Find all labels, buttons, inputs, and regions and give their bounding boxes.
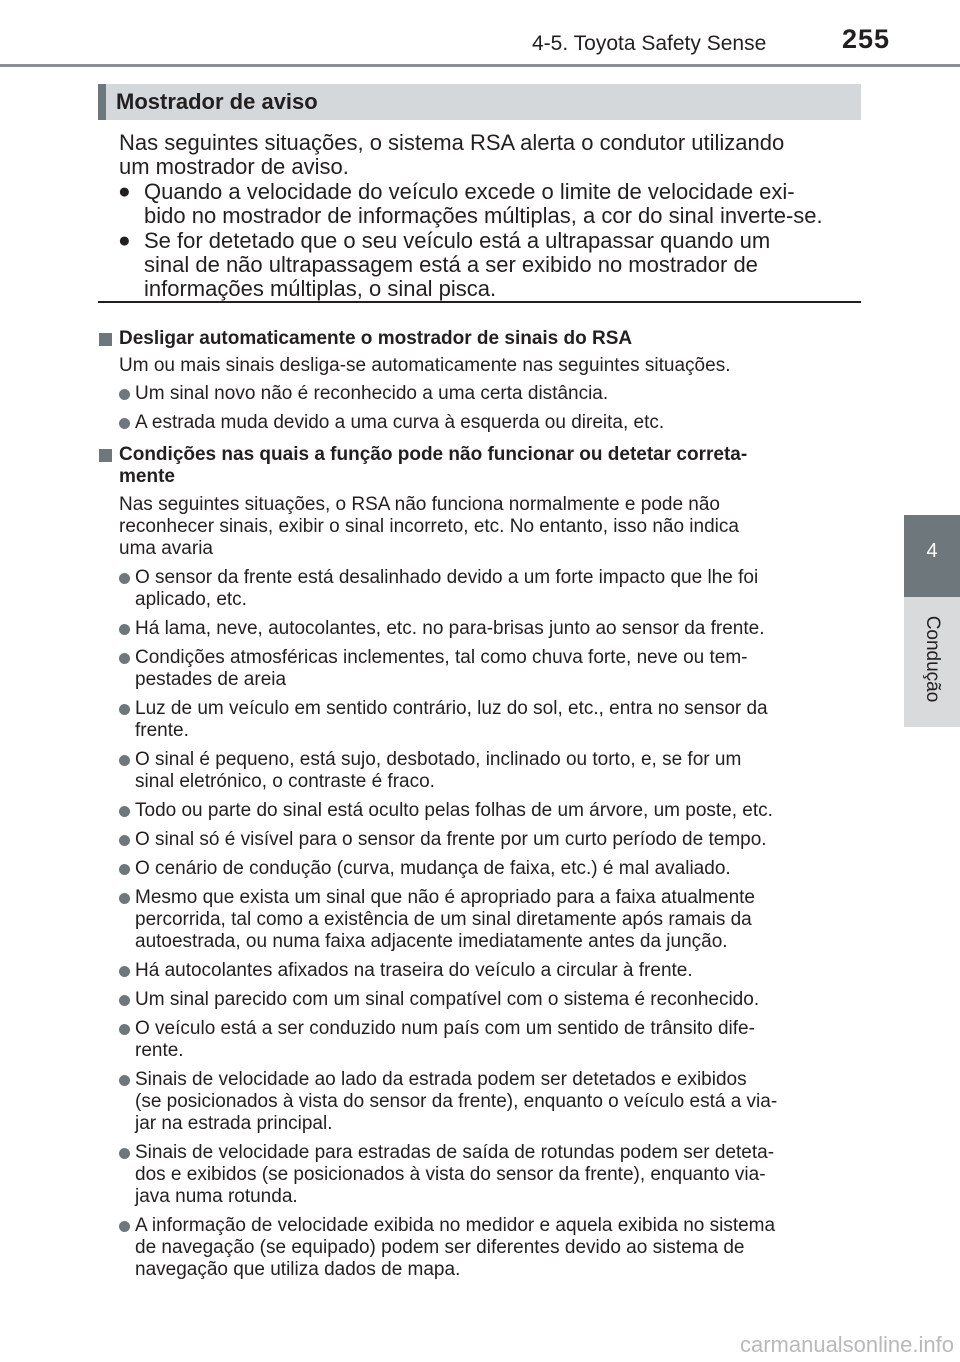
list-item-line: Mesmo que exista um sinal que não é apropriado para a faixa atualmente — [135, 887, 755, 908]
section-heading: Desligar automaticamente o mostrador de sinais do RSA — [119, 328, 633, 349]
bullet-dot-icon — [119, 966, 130, 977]
list-item-line: autoestrada, ou numa faixa adjacente imediatamente antes da junção. — [135, 931, 728, 952]
bullet-dot-icon — [119, 1148, 130, 1159]
bullet-icon: ● — [118, 229, 131, 252]
bullet-dot-icon — [119, 1075, 130, 1086]
list-item: Um sinal novo não é reconhecido a uma certa distância. — [135, 383, 609, 404]
bullet-dot-icon — [119, 995, 130, 1006]
bullet-dot-icon — [119, 835, 130, 846]
list-item-line: Há lama, neve, autocolantes, etc. no para-brisas junto ao sensor da frente. — [135, 618, 765, 639]
list-item-line: Luz de um veículo em sentido contrário, luz do sol, etc., entra no sensor da — [135, 698, 768, 719]
list-item-line: Todo ou parte do sinal está oculto pelas folhas de um árvore, um poste, etc. — [135, 800, 773, 821]
section-heading-line: Condições nas quais a função pode não funcionar ou detetar correta- — [119, 444, 748, 465]
chapter-number: 4 — [926, 540, 938, 562]
list-item-line: (se posicionados à vista do sensor da frente), enquanto o veículo está a via- — [135, 1091, 778, 1112]
list-item-line: O veículo está a ser conduzido num país com um sentido de trânsito dife- — [135, 1018, 755, 1039]
bullet-dot-icon — [119, 573, 130, 584]
warning-bullet-line: informações múltiplas, o sinal pisca. — [144, 276, 497, 301]
section-intro-line: uma avaria — [119, 538, 213, 559]
list-item-line: Sinais de velocidade ao lado da estrada podem ser detetados e exibidos — [135, 1069, 747, 1090]
bullet-dot-icon — [119, 624, 130, 635]
warning-intro-line: um mostrador de aviso. — [119, 154, 349, 179]
list-item-line: dos e exibidos (se posicionados à vista do sensor da frente), enquanto via- — [135, 1164, 766, 1185]
list-item-line: O sinal só é visível para o sensor da frente por um curto período de tempo. — [135, 829, 767, 850]
list-item-line: sinal eletrónico, o contraste é fraco. — [135, 771, 435, 792]
list-item-line: aplicado, etc. — [135, 589, 247, 610]
section-title: 4-5. Toyota Safety Sense — [532, 32, 767, 55]
header-divider — [0, 64, 960, 67]
bullet-dot-icon — [119, 653, 130, 664]
page-header — [0, 0, 960, 66]
list-item-line: java numa rotunda. — [135, 1186, 298, 1207]
section-intro-line: Nas seguintes situações, o RSA não funciona normalmente e pode não — [119, 494, 720, 515]
bullet-dot-icon — [119, 418, 130, 429]
heading-accent-bar — [98, 84, 106, 120]
list-item-line: Condições atmosféricas inclementes, tal como chuva forte, neve ou tem- — [135, 647, 748, 668]
section-intro: Um ou mais sinais desliga-se automaticamente nas seguintes situações. — [119, 355, 731, 376]
bullet-dot-icon — [119, 806, 130, 817]
list-item-line: percorrida, tal como a existência de um sinal diretamente após ramais da — [135, 909, 752, 930]
list-item: A estrada muda devido a uma curva à esquerda ou direita, etc. — [135, 412, 665, 433]
section-heading-line: mente — [119, 466, 175, 487]
section-intro-line: reconhecer sinais, exibir o sinal incorreto, etc. No entanto, isso não indica — [119, 516, 739, 537]
warning-heading: Mostrador de aviso — [116, 89, 318, 114]
list-item-line: navegação que utiliza dados de mapa. — [135, 1259, 461, 1280]
warning-bullet-line: Se for detetado que o seu veículo está a ultrapassar quando um — [144, 228, 771, 253]
list-item-line: Sinais de velocidade para estradas de saída de rotundas podem ser deteta- — [135, 1142, 775, 1163]
section-square-icon — [99, 333, 112, 346]
list-item-line: O sensor da frente está desalinhado devido a um forte impacto que lhe foi — [135, 567, 759, 588]
warning-bullet-line: sinal de não ultrapassagem está a ser exibido no mostrador de — [144, 252, 758, 277]
warning-bullet-line: Quando a velocidade do veículo excede o limite de velocidade exi- — [144, 179, 795, 204]
bullet-dot-icon — [119, 389, 130, 400]
list-item-line: Há autocolantes afixados na traseira do veículo a circular à frente. — [135, 960, 693, 981]
list-item-line: frente. — [135, 720, 189, 741]
list-item-line: A informação de velocidade exibida no medidor e aquela exibida no sistema — [135, 1215, 776, 1236]
list-item-line: Um sinal parecido com um sinal compatível com o sistema é reconhecido. — [135, 989, 760, 1010]
list-item-line: pestades de areia — [135, 669, 287, 690]
bullet-dot-icon — [119, 704, 130, 715]
watermark: carmanualsonline.info — [739, 1332, 954, 1357]
list-item-line: O cenário de condução (curva, mudança de faixa, etc.) é mal avaliado. — [135, 858, 731, 879]
section-divider — [98, 301, 861, 303]
bullet-dot-icon — [119, 864, 130, 875]
bullet-dot-icon — [119, 755, 130, 766]
section-square-icon — [99, 449, 112, 462]
page-number: 255 — [842, 24, 891, 54]
list-item-line: rente. — [135, 1040, 184, 1061]
warning-intro-line: Nas seguintes situações, o sistema RSA alerta o condutor utilizando — [119, 130, 785, 155]
warning-bullet-line: bido no mostrador de informações múltiplas, a cor do sinal inverte-se. — [144, 203, 823, 228]
bullet-dot-icon — [119, 1024, 130, 1035]
list-item-line: de navegação (se equipado) podem ser diferentes devido ao sistema de — [135, 1237, 745, 1258]
bullet-dot-icon — [119, 893, 130, 904]
chapter-label: Condução — [922, 615, 943, 703]
list-item-line: O sinal é pequeno, está sujo, desbotado, inclinado ou torto, e, se for um — [135, 749, 742, 770]
warning-heading-box — [98, 84, 861, 120]
list-item-line: jar na estrada principal. — [135, 1113, 333, 1134]
bullet-dot-icon — [119, 1221, 130, 1232]
bullet-icon: ● — [118, 180, 131, 203]
